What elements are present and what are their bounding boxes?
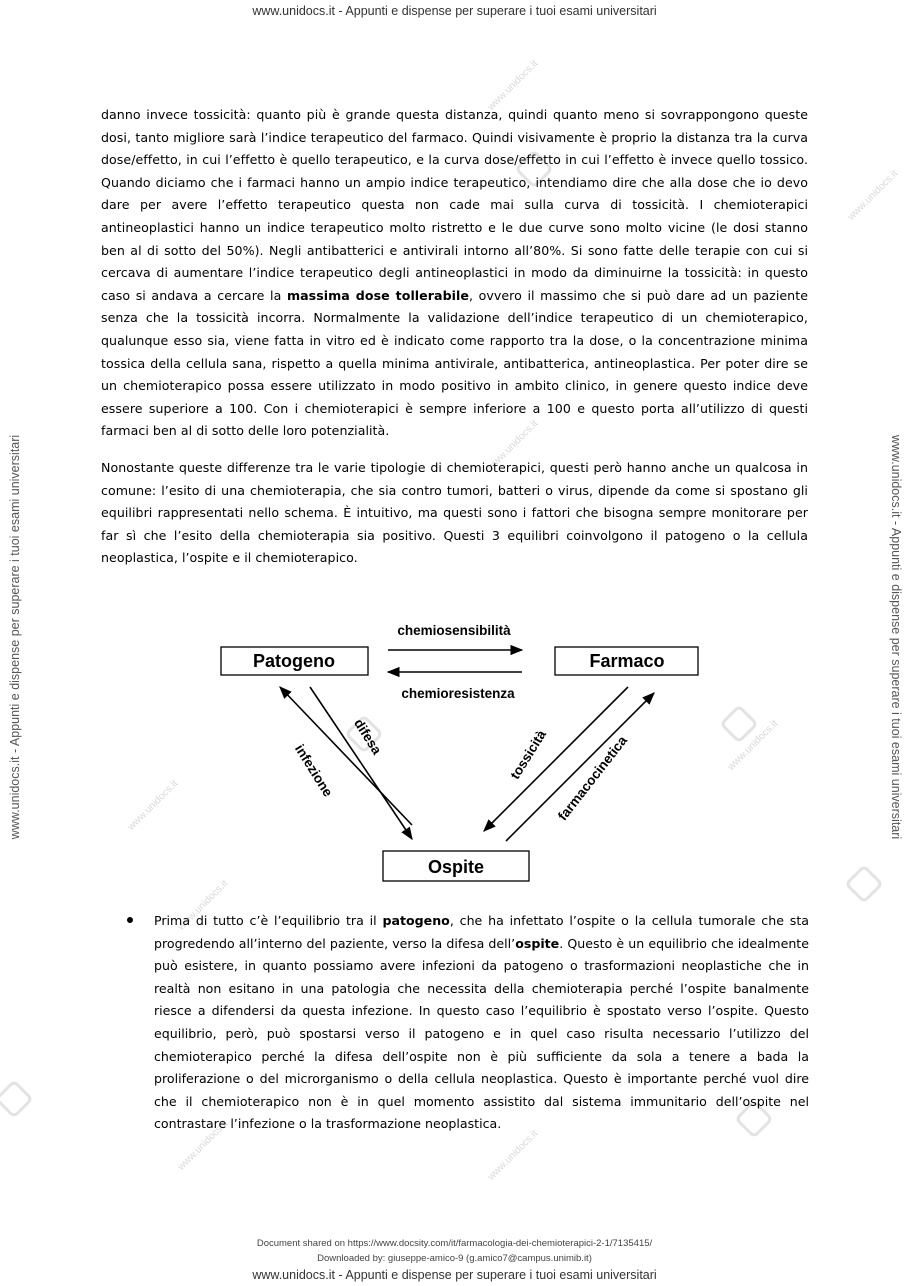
unidocs-logo-icon xyxy=(0,1079,34,1119)
node-ospite: Ospite xyxy=(427,857,485,877)
header-watermark-banner: www.unidocs.it - Appunti e dispense per superare i tuoi esami universitari xyxy=(252,4,657,18)
node-farmaco: Farmaco xyxy=(589,651,665,671)
background-watermark-text: www.unidocs.it xyxy=(175,1118,231,1173)
bold-term: ospite xyxy=(515,935,560,951)
bold-term: massima dose tollerabile xyxy=(286,287,469,303)
node-patogeno: Patogeno xyxy=(252,651,336,671)
label-infezione: infezione xyxy=(291,741,336,800)
diagram-canvas xyxy=(200,605,720,895)
label-difesa: difesa xyxy=(351,716,385,758)
arrow-infezione xyxy=(310,687,412,839)
footer-shared-line: Document shared on https://www.docsity.com/it/farmacologia-dei-chemioterapici-2-1/7135415/ xyxy=(256,1238,653,1249)
paragraph-equilibria: Nonostante queste differenze tra le varie tipologie di chemioterapici, questi però hanno anche un qualcosa in comune: l’esito di una chemioterapia, che sia contro tumori, batteri o virus, dipende da come si spostano gli equilibri rappresentati nello schema. È intuitivo, ma questi sono i fattori che bisogna sempre monitorare per far sì che l’esito della chemioterapia sia positivo. Questi 3 equilibri coinvolgono il patogeno o la cellula neoplastica, l’ospite e il chemioterapico. xyxy=(101,459,808,566)
background-watermark-text: www.unidocs.it xyxy=(125,778,181,833)
background-watermark-text: www.unidocs.it xyxy=(485,1128,541,1183)
paragraph-therapeutic-index: danno invece tossicità: quanto più è grande questa distanza, quindi quanto meno si sovrappongono queste dosi, tanto migliore sarà l’indice terapeutico del farmaco. Quindi visivamente è proprio la distanza tra la curva dose/effetto, in cui l’effetto è quello terapeutico, e la curva dose/effetto in cui l’effetto è invece quello tossico. Quando diciamo che i farmaci hanno un ampio indice terapeutico, intendiamo dire che alla dose che io devo dare per avere l’effetto terapeutico questa non cade mai sulla curva di tossicità. I chemioterapici antineoplastici hanno un indice terapeutico molto ristretto e le due curve sono molto vicine (le dosi stanno ben al di sotto del 50%). Negli antibatterici e antivirali intorno all’80%. Si sono fatte delle terapie con cui si cercava di aumentare l’indice terapeutico degli antineoplastici in modo da diminuirne la tossicità: in questo caso si andava a cercare la massima dose tollerabile, ovvero il massimo che si può dare ad un paziente senza che la tossicità incorra. Normalmente la validazione dell’indice terapeutico di un chemioterapico, qualunque esso sia, viene fatta in vitro ed è indicato come rapporto tra la dose, o la concentrazione minima tossica della cellula sana, rispetto a quella minima antivirale, antibatterica, antineoplastica. Per poter dire se un chemioterapico possa essere utilizzato in modo positivo in ambito clinico, in genere questo indice deve essere superiore a 100. Con i chemioterapici è sempre inferiore a 100 e questo porta all’utilizzo di questi farmaci ben al di sotto delle loro potenzialità. xyxy=(101,107,808,439)
background-watermark-text: www.unidocs.it xyxy=(725,718,781,773)
right-watermark-banner: www.unidocs.it - Appunti e dispense per superare i tuoi esami universitari xyxy=(889,434,903,840)
unidocs-logo-icon xyxy=(844,864,884,904)
background-watermark-text: www.unidocs.it xyxy=(175,878,231,933)
footer-downloaded-line: Downloaded by: giuseppe-amico-9 (g.amico7@campus.unimib.it) xyxy=(317,1253,592,1264)
bullet-list-item xyxy=(127,910,809,1136)
label-farmacocinetica: farmacocinetica xyxy=(554,733,631,824)
background-watermark-text: www.unidocs.it xyxy=(845,168,901,223)
background-watermark-text: www.unidocs.it xyxy=(485,418,541,473)
bold-term: patogeno xyxy=(382,913,450,928)
background-watermark-text: www.unidocs.it xyxy=(485,58,541,113)
label-chemioresistenza: chemioresistenza xyxy=(401,686,515,701)
bullet-paragraph: Prima di tutto c’è l’equilibrio tra il patogeno, che ha infettato l’ospite o la cellula tumorale che sta progredendo all’interno del paziente, verso la difesa dell’ospite. Questo è un equilibrio che idealmente può esistere, in quanto possiamo avere infezioni da patogeno o trasformazioni neoplastiche che in realtà non esitano in una patologia che necessita della chemioterapia perché l’ospite banalmente riesce a difendersi da questa infezione. In questo caso l’equilibrio è spostato verso l’ospite. Questo equilibrio, però, può spostarsi verso il patogeno e in quel caso risulta necessario l’utilizzo del chemioterapico perché la difesa dell’ospite non è più sufficiente da sola a tenere a bada la proliferazione o del microrganismo o della cellula neoplastica. Questo è importante perché vuol dire che il chemioterapico non è in quel momento assistito dal sistema immunitario dell’ospite nel contrastare l’infezione o la trasformazione neoplastica. xyxy=(154,913,810,1132)
label-chemiosensibilita: chemiosensibilità xyxy=(397,623,511,638)
equilibrium-diagram xyxy=(200,605,720,895)
label-tossicita: tossicità xyxy=(507,727,550,782)
bullet-dot-icon xyxy=(127,917,133,923)
left-watermark-banner: www.unidocs.it - Appunti e dispense per superare i tuoi esami universitari xyxy=(8,434,22,840)
footer-watermark-banner: www.unidocs.it - Appunti e dispense per superare i tuoi esami universitari xyxy=(252,1268,657,1282)
document-body xyxy=(101,104,808,584)
